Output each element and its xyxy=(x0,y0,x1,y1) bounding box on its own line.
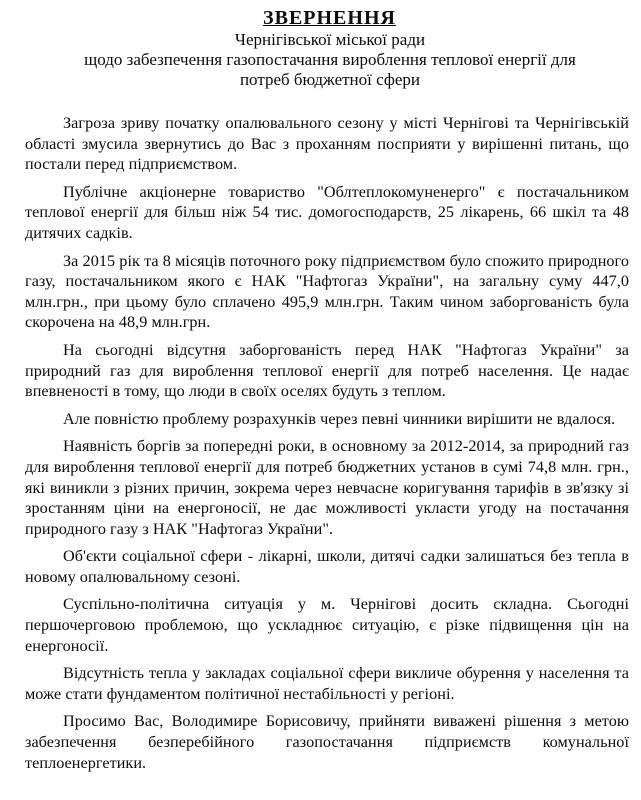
paragraph-6: Наявність боргів за попередні роки, в основному за 2012-2014, за природний газ для вироблення теплової енергії для потреб бюджетних установ в сумі 74,8 млн. грн., які виникли з різних причин, зокрема через невчасне коригування тарифів в зв'язку зі зростанням ціни на енергоносії, не дає можливості укласти угоду на постачання природного газу з НАК "Нафтогаз України". xyxy=(25,437,629,538)
paragraph-1: Загроза зриву початку опалювального сезону у місті Чернігові та Чернігівській області змусила звернутись до Вас з проханням посприяти у вирішенні питань, що постали перед підприємством. xyxy=(25,114,629,174)
paragraph-4: На сьогодні відсутня заборгованість перед НАК "Нафтогаз України" за природний газ для вироблення теплової енергії для потреб населення. Це надає впевненості в тому, що люди в своїх оселях будуть з теплом. xyxy=(25,340,629,401)
subtitle-line-1: Чернігівської міської ради xyxy=(234,30,426,49)
paragraph-2: Публічне акціонерне товариство "Облтеплокомуненерго" є постачальником теплової енергії для більш ніж 54 тис. домогосподарств, 25 лікарень, 66 шкіл та 48 дитячих садків. xyxy=(25,182,629,242)
document-subtitle xyxy=(31,30,629,90)
paragraph-5: Але повністю проблему розрахунків через певні чинники вирішити не вдалося. xyxy=(63,409,616,428)
paragraph-8: Суспільно-політична ситуація у м. Чернігові досить складна. Сьогодні першочерговою проблемою, що ускладнює ситуацію, є різке підвищення цін на енергоносії. xyxy=(25,595,629,655)
document-title: ЗВЕРНЕННЯ xyxy=(263,7,396,29)
paragraph-7: Об'єкти соціальної сфери - лікарні, школи, дитячі садки залишаться без тепла в новому опалювальному сезоні. xyxy=(25,547,629,586)
paragraph-10: Просимо Вас, Володимире Борисовичу, прийняти виважені рішення з метою забезпечення безперебійного газопостачання підприємств комунальної теплоенергетики. xyxy=(25,712,629,772)
paragraph-9: Відсутність тепла у закладах соціальної сфери викличе обурення у населення та може стати фундаментом політичної нестабільності у регіоні. xyxy=(25,664,629,703)
paragraph-3: За 2015 рік та 8 місяців поточного року підприємством було спожито природного газу, постачальником якого є НАК "Нафтогаз України", на загальну суму 447,0 млн.грн., при цьому було сплачено 495,9 млн.грн. Таким чином заборгованість була скорочена на 48,9 млн.грн. xyxy=(25,251,629,332)
document-body xyxy=(25,113,629,773)
subtitle-line-2: щодо забезпечення газопостачання вироблення теплової енергії для xyxy=(84,50,576,69)
subtitle-line-3: потреб бюджетної сфери xyxy=(239,70,421,89)
